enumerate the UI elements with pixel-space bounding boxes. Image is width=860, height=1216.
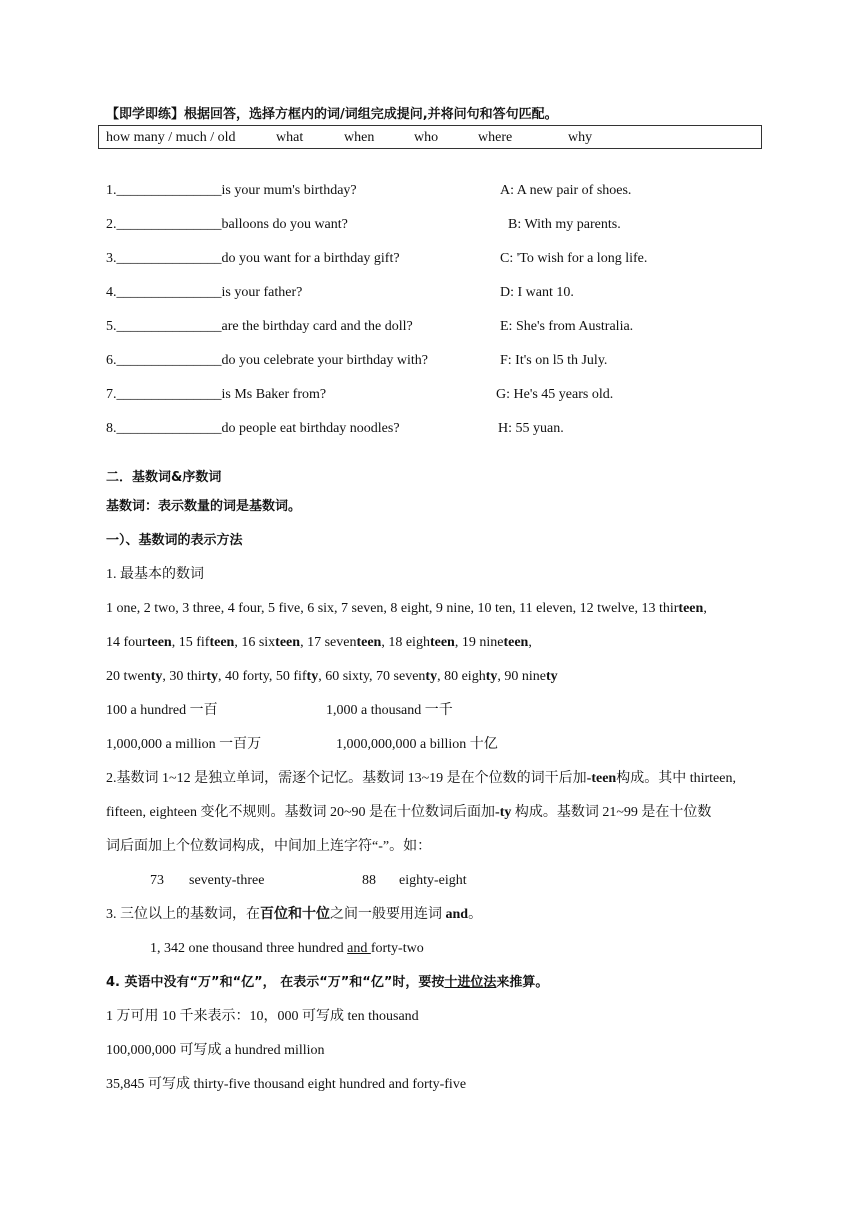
text-run: , 19 nine xyxy=(454,635,504,650)
suffix-teen: teen xyxy=(503,635,529,650)
question-text: do people eat birthday noodles? xyxy=(221,421,400,436)
suffix-teen: teen xyxy=(275,635,301,650)
suffix-ty: ty xyxy=(425,669,438,684)
word-option: who xyxy=(414,130,439,145)
text-run: , 40 forty, 50 fif xyxy=(218,669,307,684)
answer-option: F: It's on l5 th July. xyxy=(500,353,608,368)
definition: 基数词：表示数量的词是基数词。 xyxy=(106,499,302,514)
text-run: 来推算。 xyxy=(496,975,549,990)
text-run: , 16 six xyxy=(234,635,276,650)
numbers-line-2 xyxy=(106,634,532,652)
text-run: 1, 342 one thousand three hundred xyxy=(150,941,348,956)
text-run: 构成。基数词 21~99 是在十位数 xyxy=(511,805,712,820)
word-option: what xyxy=(276,130,304,145)
section-title: 二．基数词&序数词 xyxy=(106,470,222,485)
suffix-ty: ty xyxy=(545,669,558,684)
numbers-line-3 xyxy=(106,668,558,686)
answer-blank[interactable]: 8._______________ xyxy=(106,421,222,436)
text-run: , 30 thir xyxy=(162,669,207,684)
example-last: 35,845 可写成 thirty-five thousand eight hundred and forty-five xyxy=(106,1077,467,1092)
text-run: , 90 nine xyxy=(497,669,546,684)
text-run: , 60 sixty, 70 seven xyxy=(318,669,426,684)
question-text: is your father? xyxy=(221,285,303,300)
text-run: 2.基数词 1~12 是独立单词，需逐个记忆。基数词 13~19 是在个位数的词干后加 xyxy=(106,771,587,786)
emphasis: and xyxy=(445,907,469,922)
word-option: where xyxy=(478,130,513,145)
question-item xyxy=(106,284,302,302)
yi-line: 100,000,000 可写成 a hundred million xyxy=(106,1043,325,1058)
word-option: how many / much / old xyxy=(106,130,236,145)
answer-blank[interactable]: 7._______________ xyxy=(106,387,222,402)
question-item xyxy=(106,216,348,234)
example-number: 73 xyxy=(150,873,164,888)
suffix-ty: ty xyxy=(206,669,219,684)
text-run: , xyxy=(703,601,707,616)
question-text: are the birthday card and the doll? xyxy=(221,319,413,334)
point-3 xyxy=(106,906,482,924)
underlined-term: 十进位法 xyxy=(444,975,497,990)
emphasis: 百位和十位 xyxy=(260,907,330,922)
question-item xyxy=(106,420,400,438)
answer-blank[interactable]: 1._______________ xyxy=(106,183,222,198)
question-text: is Ms Baker from? xyxy=(221,387,327,402)
point-2-line-3: 词后面加上个位数词构成，中间加上连字符“-”。如： xyxy=(106,839,432,854)
suffix-teen: teen xyxy=(429,635,455,650)
question-item xyxy=(106,182,357,200)
sub-title: 一）、基数词的表示方法 xyxy=(106,533,243,548)
question-item xyxy=(106,250,400,268)
answer-option: D: I want 10. xyxy=(500,285,574,300)
text-run: , 80 eigh xyxy=(437,669,486,684)
question-text: do you want for a birthday gift? xyxy=(221,251,400,266)
word-option: when xyxy=(344,130,375,145)
suffix-teen: teen xyxy=(678,601,704,616)
answer-option: B: With my parents. xyxy=(508,217,621,232)
underlined-and: and xyxy=(347,941,371,956)
text-run: , 18 eigh xyxy=(381,635,430,650)
word-box xyxy=(98,125,762,149)
example-3 xyxy=(150,940,424,958)
hundred-line: 100 a hundred 一百 xyxy=(106,703,218,718)
text-run: fifteen, eighteen 变化不规则。基数词 20~90 是在十位数词后面加 xyxy=(106,805,496,820)
point-2-line-1 xyxy=(106,770,736,788)
question-text: balloons do you want? xyxy=(221,217,348,232)
answer-option: G: He's 45 years old. xyxy=(496,387,614,402)
point-2-line-2 xyxy=(106,804,711,822)
suffix-teen: teen xyxy=(146,635,172,650)
numbers-line-1 xyxy=(106,600,707,618)
text-run: 1 one, 2 two, 3 three, 4 four, 5 five, 6 six, 7 seven, 8 eight, 9 nine, 10 ten, 11 eleven, 12 twelve, 13 thir xyxy=(106,601,679,616)
answer-blank[interactable]: 2._______________ xyxy=(106,217,222,232)
answer-option: C: 'To wish for a long life. xyxy=(500,251,648,266)
suffix-ty: ty xyxy=(306,669,319,684)
text-run: 4. 英语中没有“万”和“亿”， 在表示“万”和“亿”时，要按 xyxy=(106,975,445,990)
text-run: 3. 三位以上的基数词，在 xyxy=(106,907,260,922)
example-number: 88 xyxy=(362,873,376,888)
billion-line: 1,000,000,000 a billion 十亿 xyxy=(336,737,498,752)
question-item xyxy=(106,352,428,370)
answer-blank[interactable]: 6._______________ xyxy=(106,353,222,368)
suffix-ty: ty xyxy=(150,669,163,684)
suffix-teen: -teen xyxy=(586,771,617,786)
point-1-title: 1. 最基本的数词 xyxy=(106,567,204,582)
word-option: why xyxy=(568,130,593,145)
wan-line: 1 万可用 10 千来表示：10，000 可写成 ten thousand xyxy=(106,1009,419,1024)
suffix-teen: teen xyxy=(356,635,382,650)
text-run: 14 four xyxy=(106,635,147,650)
text-run: , 17 seven xyxy=(300,635,357,650)
question-text: is your mum's birthday? xyxy=(221,183,357,198)
question-item xyxy=(106,386,326,404)
answer-blank[interactable]: 5._______________ xyxy=(106,319,222,334)
point-4 xyxy=(106,974,548,992)
text-run: , 15 fif xyxy=(171,635,210,650)
text-run: 。 xyxy=(468,907,483,922)
suffix-teen: teen xyxy=(209,635,235,650)
answer-blank[interactable]: 3._______________ xyxy=(106,251,222,266)
example-word: eighty-eight xyxy=(399,873,467,888)
answer-option: A: A new pair of shoes. xyxy=(500,183,632,198)
text-run: 20 twen xyxy=(106,669,151,684)
exercise-heading: 【即学即练】根据回答，选择方框内的词/词组完成提问,并将问句和答句匹配。 xyxy=(106,107,558,122)
text-run: 之间一般要用连词 xyxy=(330,907,446,922)
example-word: seventy-three xyxy=(189,873,265,888)
thousand-line: 1,000 a thousand 一千 xyxy=(326,703,453,718)
answer-option: E: She's from Australia. xyxy=(500,319,634,334)
suffix-ty: -ty xyxy=(495,805,512,820)
answer-option: H: 55 yuan. xyxy=(498,421,564,436)
question-item xyxy=(106,318,413,336)
suffix-ty: ty xyxy=(485,669,498,684)
text-run: forty-two xyxy=(370,941,424,956)
text-run: , xyxy=(528,635,532,650)
million-line: 1,000,000 a million 一百万 xyxy=(106,737,262,752)
text-run: 构成。其中 thirteen, xyxy=(616,771,736,786)
answer-blank[interactable]: 4._______________ xyxy=(106,285,222,300)
question-text: do you celebrate your birthday with? xyxy=(221,353,428,368)
